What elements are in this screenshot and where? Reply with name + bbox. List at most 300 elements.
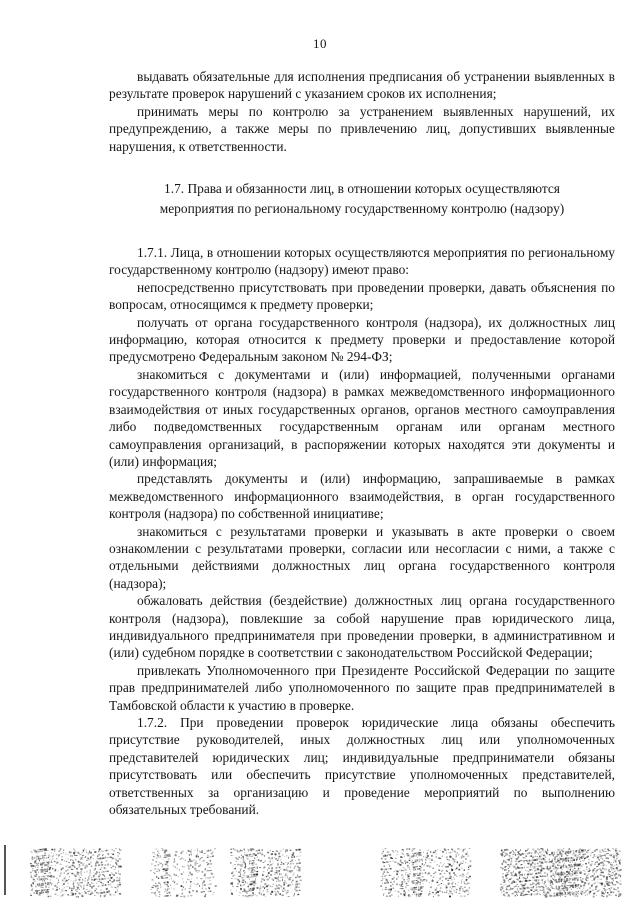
scan-speck bbox=[264, 883, 266, 885]
scan-speck bbox=[52, 856, 53, 857]
scan-speck bbox=[113, 894, 114, 896]
scan-speck bbox=[612, 867, 614, 868]
scan-speck bbox=[543, 894, 545, 895]
scan-speck bbox=[78, 861, 80, 862]
scan-speck bbox=[176, 895, 178, 897]
scan-speck bbox=[465, 859, 467, 860]
scan-speck bbox=[611, 854, 613, 856]
scan-speck bbox=[596, 866, 598, 867]
scan-speck bbox=[89, 872, 91, 873]
scan-speck bbox=[576, 850, 578, 852]
scan-speck bbox=[270, 886, 271, 887]
scan-speck bbox=[73, 862, 74, 864]
scan-speck bbox=[230, 862, 231, 864]
scan-speck bbox=[42, 880, 43, 882]
scan-speck bbox=[606, 869, 607, 871]
scan-speck bbox=[586, 877, 587, 878]
scan-speck bbox=[401, 870, 403, 872]
scan-speck bbox=[107, 871, 109, 872]
scan-speck bbox=[577, 888, 578, 889]
scan-speck bbox=[77, 882, 79, 884]
scan-speck bbox=[552, 884, 554, 886]
scan-speck bbox=[552, 865, 554, 867]
scan-speck bbox=[584, 882, 586, 884]
scan-speck bbox=[284, 880, 285, 881]
scan-speck bbox=[433, 877, 435, 878]
scan-speck bbox=[608, 850, 610, 851]
scan-speck bbox=[555, 871, 557, 872]
scan-speck bbox=[576, 864, 578, 866]
scan-speck bbox=[189, 868, 190, 870]
scan-speck bbox=[527, 877, 528, 879]
scan-speck bbox=[527, 867, 529, 868]
scan-speck bbox=[574, 868, 575, 869]
scan-speck bbox=[274, 853, 276, 855]
scan-speck bbox=[537, 856, 538, 857]
scan-speck bbox=[282, 889, 283, 891]
scan-speck bbox=[529, 891, 530, 892]
scan-speck bbox=[100, 857, 102, 858]
scan-speck bbox=[242, 891, 244, 892]
scan-speck bbox=[550, 880, 552, 882]
scan-speck bbox=[253, 876, 254, 877]
scan-speck bbox=[505, 870, 507, 871]
scan-speck bbox=[505, 861, 507, 863]
scan-speck bbox=[594, 850, 595, 852]
scan-speck bbox=[256, 895, 258, 896]
scan-speck bbox=[189, 871, 191, 872]
scan-speck bbox=[594, 856, 596, 857]
scan-speck bbox=[437, 849, 438, 850]
scan-speck bbox=[52, 889, 54, 890]
scan-speck bbox=[459, 893, 461, 894]
scan-speck bbox=[530, 887, 531, 888]
scan-speck bbox=[440, 877, 441, 878]
scan-speck bbox=[469, 892, 470, 893]
scan-speck bbox=[410, 871, 411, 872]
scan-speck bbox=[573, 870, 574, 871]
scan-speck bbox=[617, 877, 618, 879]
scan-speck bbox=[176, 874, 177, 875]
scan-speck bbox=[572, 866, 573, 867]
scan-speck bbox=[618, 896, 619, 897]
scan-speck bbox=[388, 875, 389, 876]
scan-speck bbox=[103, 878, 104, 880]
scan-speck bbox=[233, 875, 235, 876]
scan-speck bbox=[276, 885, 278, 886]
scan-speck bbox=[111, 853, 112, 854]
scan-speck bbox=[30, 895, 32, 896]
scan-speck bbox=[550, 871, 552, 873]
scan-speck bbox=[558, 889, 560, 891]
scan-speck bbox=[38, 885, 39, 886]
scan-speck bbox=[573, 850, 574, 852]
scan-speck bbox=[411, 850, 413, 851]
scan-speck bbox=[191, 874, 193, 875]
scan-speck bbox=[55, 894, 57, 895]
scan-speck bbox=[605, 848, 606, 850]
scan-speck bbox=[290, 867, 291, 868]
scan-speck bbox=[44, 880, 45, 881]
scan-speck bbox=[613, 855, 615, 856]
scan-speck bbox=[30, 894, 31, 895]
scan-speck bbox=[31, 890, 32, 891]
scan-speck bbox=[296, 863, 297, 865]
scan-speck bbox=[584, 874, 586, 875]
scan-speck bbox=[518, 861, 519, 862]
scan-speck bbox=[552, 859, 553, 861]
scan-speck bbox=[244, 888, 246, 889]
scan-speck bbox=[512, 888, 514, 889]
scan-speck bbox=[418, 889, 420, 891]
scan-speck bbox=[291, 856, 292, 858]
scan-speck bbox=[298, 868, 300, 869]
scan-speck bbox=[519, 892, 520, 893]
scan-speck bbox=[594, 868, 596, 869]
scan-speck bbox=[456, 855, 457, 857]
scan-speck bbox=[98, 876, 100, 877]
scan-speck bbox=[255, 878, 256, 880]
scan-speck bbox=[87, 859, 89, 861]
scan-speck bbox=[610, 890, 612, 891]
scan-speck bbox=[95, 869, 96, 870]
scan-speck bbox=[585, 849, 587, 851]
scan-speck bbox=[256, 874, 258, 876]
scan-speck bbox=[523, 860, 524, 862]
scan-speck bbox=[161, 866, 163, 868]
scan-speck bbox=[462, 890, 464, 892]
scan-speck bbox=[183, 859, 184, 860]
scan-speck bbox=[257, 853, 259, 855]
scan-speck bbox=[77, 871, 79, 873]
scan-speck bbox=[448, 863, 449, 864]
scan-speck bbox=[538, 858, 539, 859]
scan-speck bbox=[544, 883, 545, 885]
scan-speck bbox=[91, 862, 92, 864]
scan-speck bbox=[391, 895, 393, 896]
scan-speck bbox=[288, 896, 290, 897]
scan-speck bbox=[69, 887, 70, 889]
scan-speck bbox=[271, 854, 273, 855]
scan-speck bbox=[44, 857, 45, 858]
scan-speck bbox=[385, 887, 387, 888]
scan-speck bbox=[257, 868, 258, 869]
scan-speck bbox=[299, 859, 300, 861]
scan-speck bbox=[407, 885, 409, 886]
scan-speck bbox=[468, 872, 469, 873]
scan-speck bbox=[442, 856, 443, 857]
scan-speck bbox=[526, 860, 528, 862]
scan-speck bbox=[589, 887, 591, 889]
scan-speck bbox=[422, 876, 424, 877]
scan-speck bbox=[36, 856, 38, 858]
scan-speck bbox=[241, 857, 242, 859]
scan-speck bbox=[467, 894, 468, 895]
scan-speck bbox=[413, 849, 414, 850]
scan-speck bbox=[190, 872, 191, 874]
scan-speck bbox=[101, 867, 102, 868]
scan-speck bbox=[594, 864, 595, 865]
scan-speck bbox=[266, 876, 268, 877]
scan-speck bbox=[557, 861, 558, 862]
scan-speck bbox=[562, 894, 563, 896]
scan-speck bbox=[401, 877, 402, 878]
scan-speck bbox=[528, 849, 529, 850]
scan-speck bbox=[189, 854, 190, 856]
scan-speck bbox=[188, 850, 190, 851]
scan-speck bbox=[614, 871, 616, 872]
scan-speck bbox=[300, 880, 301, 882]
scan-speck bbox=[558, 878, 560, 879]
scan-speck bbox=[256, 860, 258, 861]
scan-speck bbox=[119, 884, 121, 886]
scan-speck bbox=[572, 885, 574, 886]
scan-speck bbox=[558, 854, 560, 855]
scan-speck bbox=[575, 884, 577, 886]
scan-speck bbox=[117, 860, 119, 862]
scan-speck bbox=[507, 886, 508, 887]
scan-speck bbox=[516, 879, 518, 880]
scan-speck bbox=[250, 888, 251, 890]
scan-speck bbox=[511, 883, 513, 885]
scan-speck bbox=[599, 850, 601, 851]
scan-speck bbox=[506, 892, 508, 893]
scan-speck bbox=[43, 878, 45, 879]
scan-speck bbox=[560, 865, 562, 867]
scan-speck bbox=[600, 865, 601, 866]
scan-speck bbox=[427, 855, 429, 857]
scan-speck bbox=[565, 892, 566, 893]
scan-speck bbox=[581, 850, 583, 852]
scan-speck bbox=[529, 860, 531, 862]
scan-speck bbox=[113, 874, 115, 876]
scan-speck bbox=[101, 878, 103, 880]
scan-speck bbox=[396, 878, 397, 880]
section-heading-line: мероприятия по региональному государственному контролю (надзору) bbox=[159, 201, 565, 217]
scan-speck bbox=[248, 886, 249, 888]
scan-speck bbox=[210, 860, 211, 861]
scan-speck bbox=[564, 892, 565, 894]
scan-speck bbox=[410, 888, 411, 889]
scan-speck bbox=[288, 891, 289, 892]
scan-speck bbox=[415, 873, 417, 875]
scan-speck bbox=[562, 883, 563, 884]
scan-speck bbox=[603, 888, 604, 889]
scan-speck bbox=[277, 877, 279, 878]
scan-speck bbox=[525, 880, 527, 882]
scan-speck bbox=[205, 894, 206, 896]
paragraph: выдавать обязательные для исполнения предписания об устранении выявленных в результате проверок нарушений с указанием сроков их исполнения; bbox=[109, 69, 615, 102]
scan-speck bbox=[159, 870, 160, 872]
scan-speck bbox=[458, 854, 459, 855]
scan-speck bbox=[103, 864, 105, 865]
scan-speck bbox=[112, 881, 114, 882]
scan-speck bbox=[41, 890, 43, 892]
scan-speck bbox=[452, 886, 454, 887]
scan-speck bbox=[450, 852, 451, 853]
scan-speck bbox=[182, 866, 183, 867]
scan-speck bbox=[468, 877, 470, 878]
scan-speck bbox=[156, 849, 157, 850]
scan-speck bbox=[517, 888, 518, 889]
scan-speck bbox=[246, 895, 247, 897]
scan-speck bbox=[262, 849, 263, 851]
scan-speck bbox=[39, 884, 41, 885]
scan-speck bbox=[190, 884, 191, 885]
scan-speck bbox=[256, 850, 258, 851]
scan-speck bbox=[556, 869, 557, 871]
scan-speck bbox=[263, 894, 265, 896]
scan-speck bbox=[253, 853, 254, 854]
scan-speck bbox=[69, 866, 70, 868]
scan-speck bbox=[92, 854, 94, 855]
scan-speck bbox=[564, 887, 566, 888]
scan-speck bbox=[84, 867, 86, 869]
scan-speck bbox=[72, 856, 73, 857]
scan-speck bbox=[107, 887, 108, 888]
scan-speck bbox=[264, 888, 265, 890]
scan-speck bbox=[164, 884, 165, 885]
scan-speck bbox=[400, 885, 402, 887]
paragraph: получать от органа государственного контроля (надзора), их должностных лиц информацию, которая относится к предмету проверки и предоставление которой предусмотрено Федеральным законом № 294-ФЗ; bbox=[109, 314, 615, 365]
scan-speck bbox=[297, 883, 298, 885]
scan-speck bbox=[409, 863, 410, 864]
scan-speck bbox=[570, 873, 571, 875]
scan-speck bbox=[78, 879, 80, 880]
scan-speck bbox=[41, 876, 43, 877]
scan-speck bbox=[75, 875, 76, 876]
scan-speck bbox=[569, 873, 570, 875]
scan-speck bbox=[565, 857, 567, 859]
scan-speck bbox=[542, 875, 544, 877]
scan-speck bbox=[150, 870, 151, 871]
scan-speck bbox=[388, 882, 389, 883]
scan-speck bbox=[508, 870, 510, 871]
scan-speck bbox=[470, 860, 471, 861]
scan-speck bbox=[243, 859, 245, 860]
scan-speck bbox=[30, 872, 31, 873]
scan-speck bbox=[543, 855, 545, 856]
scan-speck bbox=[527, 863, 529, 865]
scan-speck bbox=[207, 855, 208, 857]
scan-speck bbox=[526, 894, 528, 895]
scan-speck bbox=[561, 871, 563, 873]
scan-speck bbox=[537, 849, 539, 850]
scan-speck bbox=[169, 892, 171, 894]
scan-speck bbox=[559, 890, 560, 892]
scan-speck bbox=[249, 854, 251, 856]
scan-speck bbox=[45, 853, 46, 855]
scan-speck bbox=[550, 866, 552, 867]
scan-speck bbox=[593, 856, 594, 858]
scan-speck bbox=[579, 888, 580, 889]
scan-speck bbox=[382, 873, 384, 875]
scan-speck bbox=[406, 854, 408, 855]
scan-speck bbox=[406, 883, 408, 884]
scan-speck bbox=[201, 857, 203, 858]
scan-speck bbox=[38, 872, 39, 873]
scan-speck bbox=[610, 877, 612, 878]
scan-speck bbox=[434, 894, 436, 895]
scan-speck bbox=[532, 866, 533, 867]
scan-speck bbox=[456, 854, 457, 855]
scan-speck bbox=[37, 884, 38, 885]
paragraph: привлекать Уполномоченного при Президенте Российской Федерации по защите прав предпринимателей либо уполномоченного по защите прав предпринимателей в Тамбовской области к участию в проверке. bbox=[109, 662, 615, 713]
scan-speck bbox=[279, 870, 280, 872]
scan-speck bbox=[98, 864, 100, 866]
scan-speck bbox=[413, 867, 415, 868]
scan-speck bbox=[100, 895, 101, 897]
scan-speck bbox=[418, 854, 420, 856]
scan-speck bbox=[503, 877, 504, 878]
scan-speck bbox=[559, 877, 561, 879]
scan-speck bbox=[269, 893, 270, 894]
scan-speck bbox=[608, 862, 610, 863]
scan-speck bbox=[191, 854, 192, 856]
scan-speck bbox=[398, 876, 399, 877]
scan-speck bbox=[280, 860, 281, 861]
scan-speck bbox=[38, 863, 39, 865]
scan-speck bbox=[167, 888, 169, 890]
scan-speck bbox=[209, 891, 211, 892]
scan-speck bbox=[205, 868, 207, 870]
scan-speck bbox=[517, 884, 519, 885]
scan-speck bbox=[469, 876, 470, 877]
scan-speck bbox=[453, 890, 454, 891]
scan-speck bbox=[580, 873, 582, 874]
scan-speck bbox=[454, 879, 455, 880]
scan-speck bbox=[176, 883, 178, 884]
scan-speck bbox=[576, 852, 577, 853]
scan-speck bbox=[543, 851, 544, 852]
scan-speck bbox=[439, 884, 441, 885]
scan-speck bbox=[180, 859, 182, 860]
scan-speck bbox=[550, 868, 552, 869]
scan-speck bbox=[562, 874, 563, 876]
scan-speck bbox=[73, 887, 75, 889]
scan-speck bbox=[160, 855, 161, 857]
scan-speck bbox=[582, 865, 583, 867]
scan-speck bbox=[400, 864, 402, 866]
scan-speck bbox=[285, 851, 286, 853]
scan-speck bbox=[587, 894, 588, 895]
scan-speck bbox=[168, 858, 169, 860]
scan-speck bbox=[549, 854, 551, 855]
scan-speck bbox=[543, 858, 545, 859]
scan-speck bbox=[248, 876, 249, 878]
scan-speck bbox=[581, 881, 583, 882]
scan-speck bbox=[243, 879, 245, 881]
scan-speck bbox=[40, 849, 42, 850]
scan-speck bbox=[530, 873, 531, 875]
scan-speck bbox=[579, 854, 581, 855]
scan-speck bbox=[449, 890, 450, 892]
scan-speck bbox=[501, 892, 503, 894]
scan-speck bbox=[385, 848, 387, 849]
scan-speck bbox=[507, 874, 509, 876]
scan-speck bbox=[443, 848, 445, 849]
scan-speck bbox=[597, 886, 598, 888]
scan-speck bbox=[522, 881, 524, 882]
scan-speck bbox=[528, 849, 529, 851]
scan-speck bbox=[594, 873, 595, 875]
scan-speck bbox=[79, 882, 81, 884]
scan-speck bbox=[556, 874, 558, 875]
scan-speck bbox=[209, 867, 211, 868]
scan-speck bbox=[188, 875, 189, 876]
scan-speck bbox=[563, 887, 564, 888]
scan-speck bbox=[90, 870, 91, 872]
